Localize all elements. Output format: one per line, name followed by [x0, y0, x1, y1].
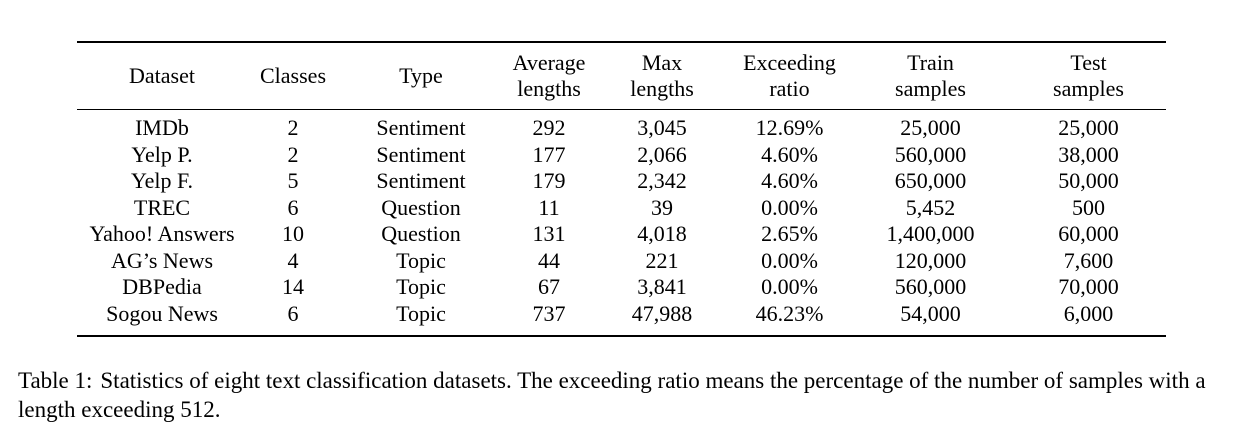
cell-type: Topic — [396, 300, 446, 326]
header-dataset-line: Dataset — [129, 63, 195, 88]
table-row — [77, 274, 1166, 301]
cell-train-samples: 25,000 — [900, 115, 961, 140]
cell-dataset: IMDb — [135, 115, 189, 140]
header-train-line-1: Train — [907, 50, 954, 75]
header-test-line-2: samples — [1053, 76, 1124, 101]
cell-dataset: Yelp F. — [130, 168, 194, 193]
cell-exceeding-ratio: 46.23% — [755, 300, 824, 326]
cell-type: Sentiment — [376, 141, 466, 167]
cell-classes: 5 — [287, 168, 299, 193]
cell-test-samples: 6,000 — [1063, 300, 1114, 326]
header-max-line-1: Max — [641, 50, 683, 75]
table-row — [77, 115, 1166, 142]
cell-train-samples: 120,000 — [894, 247, 967, 273]
cell-test-samples: 7,600 — [1063, 247, 1114, 273]
table-row — [77, 142, 1166, 169]
cell-max-lengths: 2,066 — [637, 141, 687, 167]
header-max-lengths — [595, 43, 729, 109]
header-train-samples — [850, 43, 1011, 109]
cell-type: Sentiment — [376, 168, 466, 193]
cell-test-samples: 60,000 — [1058, 221, 1119, 246]
cell-average-lengths: 44 — [538, 247, 560, 273]
table-header-row — [77, 43, 1166, 109]
cell-max-lengths: 2,342 — [637, 168, 687, 193]
table-caption — [18, 366, 1228, 424]
cell-max-lengths: 39 — [651, 194, 673, 220]
cell-average-lengths: 179 — [532, 168, 566, 193]
cell-type: Sentiment — [376, 115, 466, 140]
cell-classes: 2 — [287, 115, 299, 140]
table-row — [77, 221, 1166, 248]
cell-classes: 10 — [282, 221, 304, 246]
spacer-cell — [77, 327, 1166, 335]
cell-test-samples: 25,000 — [1058, 115, 1119, 140]
spacer-row — [77, 327, 1166, 335]
cell-train-samples: 650,000 — [894, 168, 967, 193]
header-exceeding-line-1: Exceeding — [743, 50, 836, 75]
cell-exceeding-ratio: 12.69% — [755, 115, 824, 140]
header-test-line-1: Test — [1070, 50, 1107, 75]
table-row — [77, 301, 1166, 328]
cell-max-lengths: 47,988 — [631, 300, 693, 326]
table-bottom-rule — [77, 335, 1166, 337]
cell-type: Question — [381, 221, 461, 246]
cell-max-lengths: 3,841 — [637, 274, 687, 299]
header-dataset — [77, 43, 247, 109]
header-classes — [247, 43, 339, 109]
header-max-line-2: lengths — [630, 76, 694, 101]
header-average-line-1: Average — [512, 50, 586, 75]
cell-average-lengths: 737 — [532, 300, 566, 326]
cell-classes: 6 — [287, 300, 299, 326]
statistics-table-container — [77, 41, 1166, 337]
table-row — [77, 168, 1166, 195]
cell-dataset: DBPedia — [122, 274, 202, 299]
header-average-lengths — [503, 43, 595, 109]
header-train-line-2: samples — [895, 76, 966, 101]
cell-train-samples: 5,452 — [905, 194, 956, 220]
cell-test-samples: 70,000 — [1058, 274, 1119, 299]
cell-average-lengths: 11 — [538, 194, 560, 220]
cell-classes: 6 — [287, 194, 299, 220]
cell-dataset: Yelp P. — [131, 141, 193, 167]
cell-max-lengths: 3,045 — [637, 115, 687, 140]
cell-max-lengths: 221 — [645, 247, 679, 273]
cell-average-lengths: 131 — [532, 221, 566, 246]
cell-train-samples: 560,000 — [894, 141, 967, 167]
cell-average-lengths: 177 — [532, 141, 566, 167]
cell-exceeding-ratio: 2.65% — [761, 221, 818, 246]
statistics-table — [77, 43, 1166, 335]
cell-type: Question — [381, 194, 461, 220]
cell-exceeding-ratio: 4.60% — [761, 168, 818, 193]
header-type — [339, 43, 503, 109]
cell-exceeding-ratio: 4.60% — [761, 141, 818, 167]
cell-classes: 14 — [282, 274, 304, 299]
cell-train-samples: 54,000 — [900, 300, 961, 326]
cell-type: Topic — [396, 247, 446, 273]
header-classes-line: Classes — [260, 63, 326, 88]
cell-exceeding-ratio: 0.00% — [761, 274, 818, 299]
header-test-samples — [1011, 43, 1166, 109]
cell-dataset: TREC — [133, 194, 191, 220]
cell-test-samples: 500 — [1072, 194, 1105, 220]
cell-average-lengths: 67 — [538, 274, 560, 299]
cell-type: Topic — [396, 274, 446, 299]
cell-train-samples: 560,000 — [894, 274, 967, 299]
caption-text: Statistics of eight text classification datasets. The exceeding ratio means the percentage of the number of samples with a length exceeding 512. — [18, 368, 1206, 422]
cell-average-lengths: 292 — [532, 115, 566, 140]
header-average-line-2: lengths — [517, 76, 581, 101]
cell-classes: 2 — [287, 141, 299, 167]
header-type-line: Type — [399, 63, 443, 88]
cell-dataset: Sogou News — [106, 300, 218, 326]
table-row — [77, 248, 1166, 275]
cell-test-samples: 50,000 — [1058, 168, 1119, 193]
cell-train-samples: 1,400,000 — [886, 221, 975, 246]
cell-exceeding-ratio: 0.00% — [761, 247, 818, 273]
caption-label: Table 1: — [18, 368, 93, 393]
cell-max-lengths: 4,018 — [637, 221, 687, 246]
cell-test-samples: 38,000 — [1058, 141, 1119, 167]
cell-dataset: AG’s News — [110, 247, 214, 273]
header-exceeding-line-2: ratio — [769, 76, 810, 101]
cell-dataset: Yahoo! Answers — [89, 221, 235, 246]
cell-classes: 4 — [287, 247, 299, 273]
header-exceeding-ratio — [729, 43, 850, 109]
table-row — [77, 195, 1166, 222]
cell-exceeding-ratio: 0.00% — [761, 194, 818, 220]
